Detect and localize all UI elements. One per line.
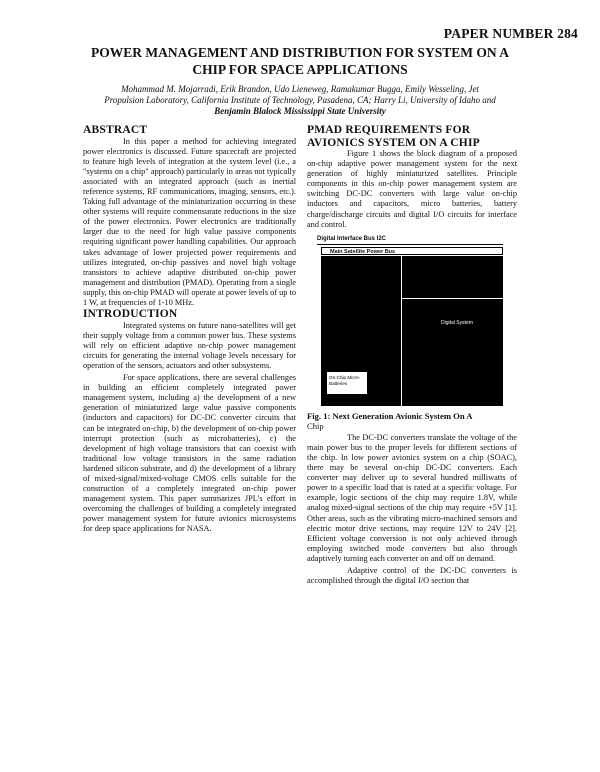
authors-line-1: Mohammad M. Mojarradi, Erik Brandon, Udo Lieneweg, Ramakumar Bugga, Emily Wesseling, Jet <box>121 84 479 94</box>
digital-interface-bus-line <box>317 244 503 245</box>
right-column <box>307 124 517 586</box>
title-line-1: POWER MANAGEMENT AND DISTRIBUTION FOR SYSTEM ON A <box>91 45 509 60</box>
paper-title <box>40 44 560 78</box>
figure-caption-rest: Chip <box>307 420 324 431</box>
abstract-heading: ABSTRACT <box>83 124 148 136</box>
author-block <box>30 84 570 117</box>
digital-system-label: Digital System <box>441 319 473 326</box>
micro-batteries-box: On-Chip Micro-Batteries <box>327 372 367 394</box>
authors-line-2: Propulsion Laboratory, California Institute of Technology, Pasadena, CA; Harry Li, University of Idaho and <box>104 95 496 105</box>
main-power-bus-label: Main Satellite Power Bus <box>321 247 503 255</box>
figure-caption <box>307 411 517 431</box>
paper-number: PAPER NUMBER 284 <box>443 26 578 41</box>
digital-interface-bus-label: Digital Interface Bus I2C <box>317 235 387 242</box>
pmad-paragraph-1: Figure 1 shows the block diagram of a proposed on-chip adaptive power management system for the next generation of highly miniaturized satellites. Principle components in this on-chip power management system are switching DC-DC converters with large value on-chip inductors and capacitors, micro batteries, battery charge/discharge circuits and digital I/O circuits for interface and control. <box>307 149 517 229</box>
chip-divider-horizontal <box>401 298 503 299</box>
introduction-paragraph-1: Integrated systems on future nano-satellites will get their supply voltage from a common power bus. These systems will rely on efficient adaptive on-chip power management circuits for generating the internal voltage levels necessary for operation of the sensors, actuators and other subsystems. <box>83 320 296 370</box>
authors-line-3: Benjamin Blalock Mississippi State University <box>214 106 386 116</box>
abstract-text: In this paper a method for achieving integrated power electronics is discussed. Future spacecraft are projected to feature high levels of integration at the system level (i.e., a "systems on a chip" approach) particularly in areas not typically associated with an integrated approach (such as inertial reference systems, RF communications, imaging, sensors, etc.). Taking full advantage of the miniaturization occurring in these other systems will require commensurate reductions in the size of the power electronics. Power electronics are traditionally larger due to the need for high value passive components requiring significant power handling capabilities. Our approach takes advantage of lower projected power requirements and utilizes integrated, on-chip passives and novel high voltage transistors to achieve adaptive distributed on-chip power management and distribution (PMAD). Operating from a single supply, this on-chip PMAD will operate at power levels of up to 1 W, at frequencies of 1-10 MHz. <box>83 136 296 307</box>
pmad-paragraph-2: The DC-DC converters translate the voltage of the main power bus to the proper levels for different sections of the chip. In low power avionics system on a chip (SOAC), there may be several on-chip DC-DC converters. Each converter may deliver up to several hundred milliwatts of power to a specific load that is rated at a specific voltage. For example, logic sections of the chip may require 1.8V, while analog mixed-signal sections of the chip may require +5V [1]. Other areas, such as the vibrating micro-machined sensors and electric motor drive sections, may require 12V to 24V [2]. Efficient voltage conversion is not only achieved through employing switched mode converters but also through adaptively turning each converter on and off on demand. <box>307 432 517 563</box>
pmad-heading-line-1: PMAD REQUIREMENTS FOR <box>307 124 471 136</box>
introduction-paragraph-2: For space applications, there are several challenges in building an efficient completely integrated power management system, including a) the development of a new generation of miniaturized large value passive components (inductors and capacitors) for DC-DC converter circuits that can be integrated on-chip, b) the development of on-chip power interrupt protection (such as microbatteries), c) the development of high voltage transistors that can coexist with traditional low voltage transistors in the same radiation hardened silicon substrate, and d) the development of a library of mixed-signal/mixed-voltage CMOS cells suitable for the construction of a completely integrated on-chip power management system. This paper summarizes JPL's effort in overcoming the challenges of building a completely integrated power management system for future avionics microsystems for deep space applications for NASA. <box>83 373 296 534</box>
figure-caption-bold: Fig. 1: Next Generation Avionic System On A <box>307 410 473 421</box>
title-line-2: CHIP FOR SPACE APPLICATIONS <box>192 62 408 77</box>
chip-divider-vertical <box>401 256 402 406</box>
chip-block <box>321 256 503 406</box>
figure-1-block-diagram <box>307 236 507 408</box>
left-column <box>83 124 296 535</box>
introduction-heading: INTRODUCTION <box>83 308 178 321</box>
pmad-paragraph-3: Adaptive control of the DC-DC converters is accomplished through the digital I/O section that <box>307 565 517 586</box>
pmad-heading-line-2: AVIONICS SYSTEM ON A CHIP <box>307 136 480 149</box>
